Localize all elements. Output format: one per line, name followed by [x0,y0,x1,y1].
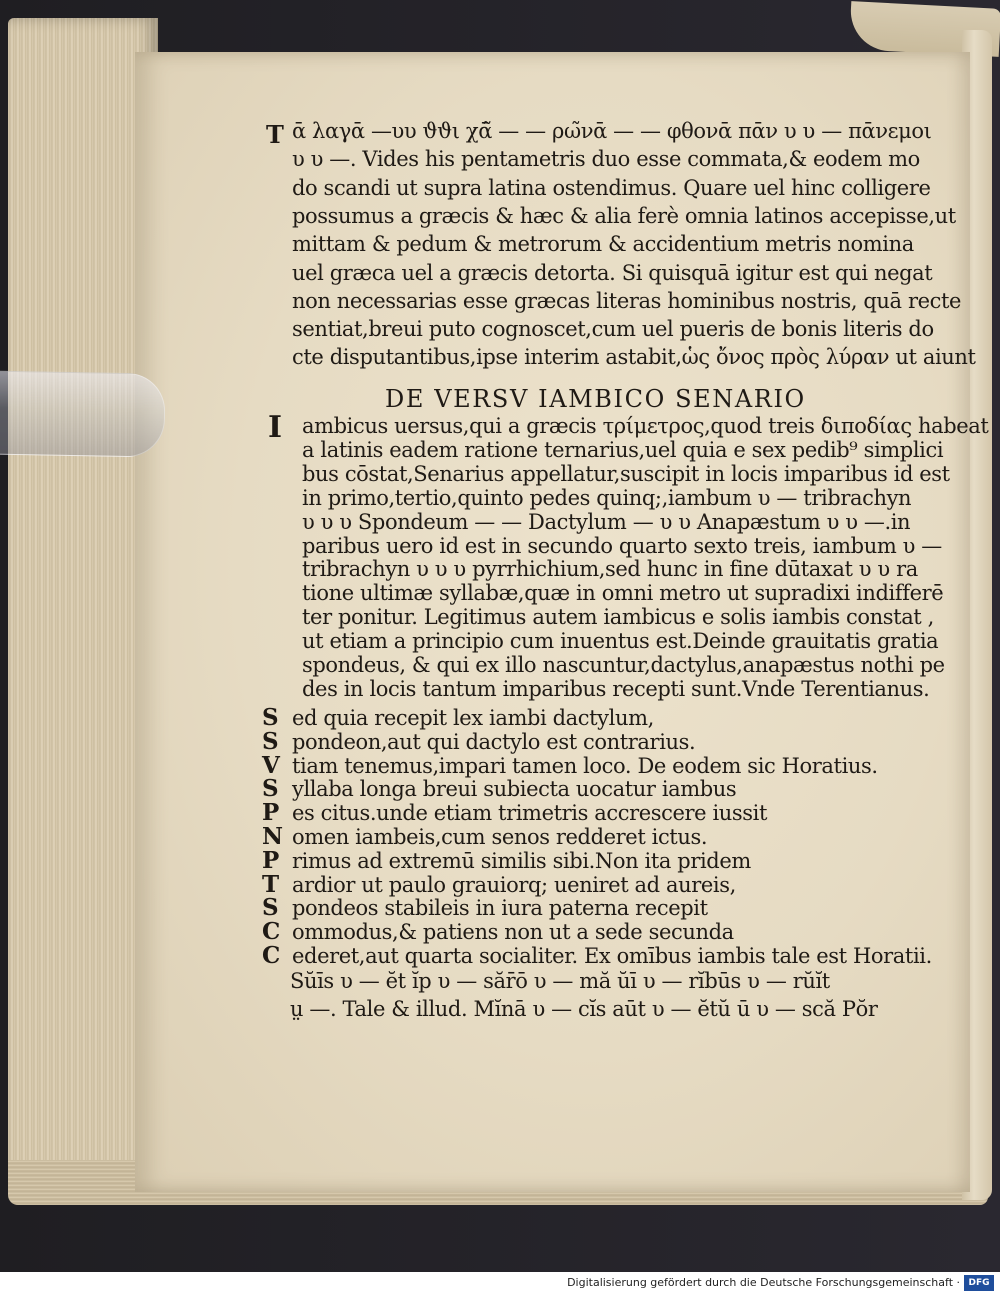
section-heading: DE VERSV IAMBICO SENARIO [385,385,806,413]
text-line: ter ponitur. Legitimus autem iambicus e solis iambis constat , [302,605,934,630]
verse-text: es citus.unde etiam trimetris accrescere iussit [292,801,768,826]
verse-text: ommodus,& patiens non ut a sede secunda [292,920,734,945]
verse-line [262,800,767,826]
verse-text: yllaba longa breui subiecta uocatur iambus [292,777,737,802]
text-line: sentiat,breui puto cognoscet,cum uel pueris de bonis literis do [292,317,934,342]
verse-initial-letter: P [262,799,279,827]
text-line: paribus uero id est in secundo quarto sexto treis, iambum υ — [302,533,942,558]
verse-line [262,705,654,731]
verse-initial-letter: C [262,918,280,946]
text-line: ᾱ λαγᾱ —υυ ϑϑι χᾱ̃ — — ρω̃νᾱ — — φθονᾱ πᾱν υ υ — πᾱνεμοι [292,119,932,143]
verse-text: ed quia recepit lex iambi dactylum, [292,706,654,730]
text-line: spondeus, & qui ex illo nascuntur,dactylus,anapæstus nothi pe [302,653,945,677]
verse-text: pondeon,aut qui dactylo est contrarius. [292,729,696,754]
text-line: do scandi ut supra latina ostendimus. Quare uel hinc colligere [292,175,931,200]
text-line: ut etiam a principio cum inuentus est.Deinde grauitatis gratia [302,629,939,654]
text-line: tione ultimæ syllabæ,quæ in omni metro ut supradixi indifferē [302,581,944,606]
text-line: tribrachyn υ υ υ pyrrhichium,sed hunc in fine dūtaxat υ υ ra [302,557,918,582]
text-line: υ υ υ Spondeum — — Dactylum — υ υ Anapæstum υ υ —.in [302,509,911,534]
text-line: mittam & pedum & metrorum & accidentium metris nomina [292,232,914,257]
verse-line [262,848,751,874]
text-line: Sŭīs υ — ĕt ĭp υ — săr̄ō υ — mă ŭī υ — rĭbūs υ — rŭĭt [290,969,830,993]
glass-weight [0,370,166,457]
verse-initial-letter: S [262,894,279,922]
footer-bar [0,1272,1000,1295]
text-line: possumus a græcis & hæc & alia ferè omnia latinos accepisse,ut [292,203,956,228]
verse-initial-letter: S [262,704,279,731]
verse-line [262,753,878,779]
verse-initial-letter: P [262,846,279,874]
verse-line [262,895,708,921]
text-line: cte disputantibus,ipse interim astabit,ὡς ὄνος πρὸς λύραν ut aiunt [292,345,976,370]
text-line: υ υ —. Vides his pentametris duo esse commata,& eodem mo [292,147,920,172]
text-line: a latinis eadem ratione ternarius,uel quia e sex pedib⁹ simplici [302,437,944,462]
verse-text: omen iambeis,cum senos redderet ictus. [292,825,708,849]
text-line: in primo,tertio,quinto pedes quinq;,iambum υ — tribrachyn [302,485,912,510]
text-line: ṳ —. Tale & illud. Mĭnā υ — cĭs aūt υ — ĕtŭ ū υ — scă Pŏr [290,997,878,1021]
verse-text: ardior ut paulo grauiorq; ueniret ad aureis, [292,872,736,897]
verse-initial-letter: C [262,942,280,969]
verse-text: rimus ad extremū similis sibi.Non ita pridem [292,848,751,873]
dfg-logo: DFG [964,1275,994,1291]
verse-initial-letter: S [262,727,279,755]
verse-line [262,943,932,969]
body-initial-letter: I [268,410,282,445]
verse-initial-letter: V [262,751,280,779]
top-initial-letter: T [266,120,284,149]
verse-line [262,872,736,898]
verse-initial-letter: S [262,775,279,803]
footer-funding-text: Digitalisierung gefördert durch die Deutsche Forschungsgemeinschaft · [567,1276,960,1289]
verse-initial-letter: T [262,870,279,898]
verse-line [262,824,707,850]
verse-text: tiam tenemus,impari tamen loco. De eodem sic Horatius. [292,753,878,778]
text-line: uel græca uel a græcis detorta. Si quisquā igitur est qui negat [292,260,933,285]
verse-initial-letter: N [262,823,283,850]
verse-line [262,729,695,755]
text-line: des in locis tantum imparibus recepti sunt.Vnde Terentianus. [302,676,930,701]
verse-line [262,919,734,945]
text-line: bus cōstat,Senarius appellatur,suscipit in locis imparibus id est [302,461,950,486]
text-line: ambicus uersus,qui a græcis τρίμετρος,quod treis διποδίας habeat [302,414,989,438]
verse-text: ederet,aut quarta socialiter. Ex omībus iambis tale est Horatii. [292,944,932,968]
verse-text: pondeos stabileis in iura paterna recepit [292,896,708,921]
text-line: non necessarias esse græcas literas hominibus nostris, quā recte [292,288,962,313]
verse-line [262,776,736,802]
